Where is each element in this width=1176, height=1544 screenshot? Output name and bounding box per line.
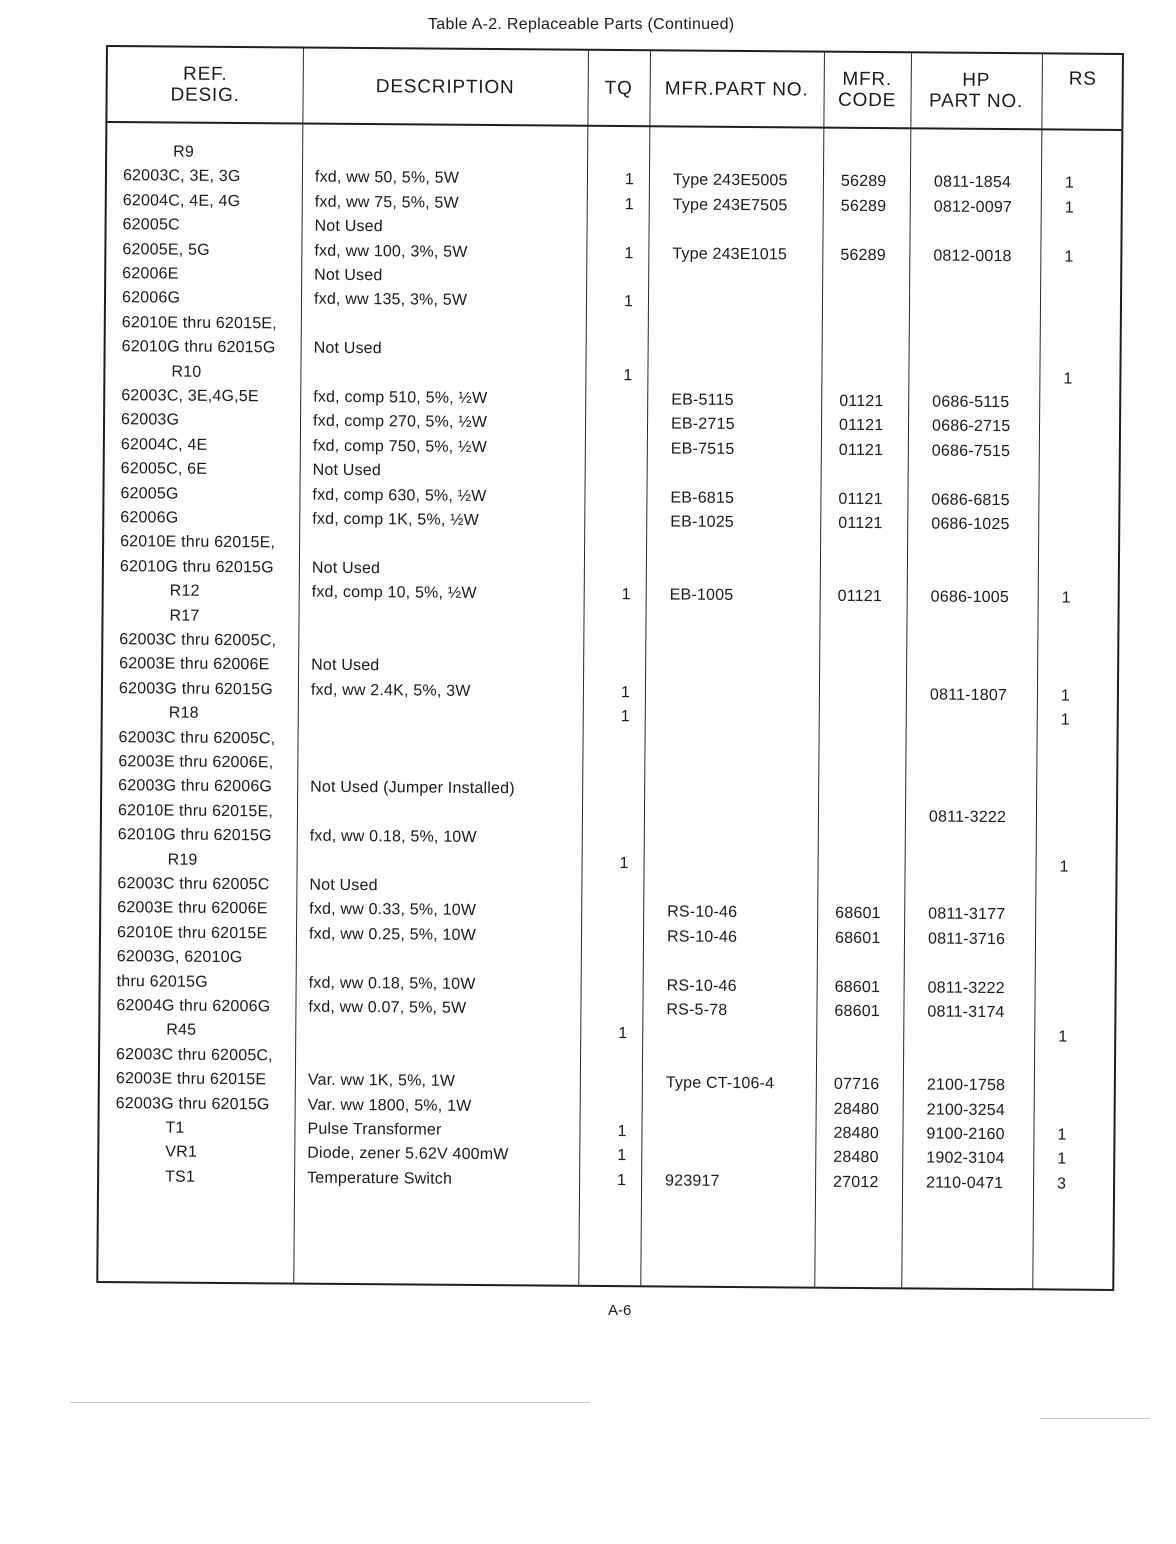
ref-desig-cell: 62003C thru 62005C,	[118, 728, 276, 747]
mfr-part-cell: RS-5-78	[666, 1001, 728, 1019]
tq-cell: 1	[619, 854, 629, 872]
hp-part-cell: 0812-0018	[933, 247, 1012, 265]
mfr-code-cell: 28480	[833, 1124, 880, 1143]
description-cell: fxd, comp 1K, 5%, ½W	[312, 510, 480, 529]
mfr-code-cell: 01121	[838, 417, 884, 435]
mfr-code-cell: 01121	[838, 441, 884, 459]
header-ref-desig: REF. DESIG.	[170, 63, 240, 107]
tq-cell: 1	[624, 195, 634, 213]
mfr-code-cell: 01121	[837, 587, 883, 606]
ref-desig-cell: 62003C thru 62005C,	[116, 1045, 273, 1065]
description-cell: Temperature Switch	[307, 1169, 453, 1188]
ref-desig-cell: 62003G, 62010G	[116, 948, 243, 967]
ref-desig-cell: 62003E thru 62006E	[117, 899, 268, 918]
mfr-code-cell: 07716	[833, 1075, 880, 1094]
description-cell: fxd, ww 100, 3%, 5W	[314, 242, 468, 261]
ref-desig-cell: 62003C thru 62005C,	[119, 631, 277, 650]
ref-desig-cell: R17	[169, 607, 200, 625]
mfr-part-cell: RS-10-46	[667, 903, 738, 922]
ref-desig-cell: R12	[169, 582, 200, 600]
ref-desig-cell: 62010E thru 62015E,	[121, 313, 277, 333]
column-divider	[901, 53, 912, 1287]
description-cell: fxd, comp 510, 5%, ½W	[313, 388, 488, 408]
tq-cell: 1	[617, 1171, 627, 1189]
mfr-code-cell: 28480	[833, 1100, 880, 1118]
ref-desig-cell: R45	[166, 1021, 197, 1040]
description-cell: Var. ww 1K, 5%, 1W	[307, 1071, 456, 1090]
ref-desig-cell: 62005G	[120, 484, 179, 503]
ref-desig-cell: 62010G thru 62015G	[119, 557, 274, 577]
hp-part-cell: 0686-1025	[931, 515, 1010, 534]
ref-desig-cell: 62004C, 4E	[120, 435, 208, 454]
ref-desig-cell: 62006E	[122, 265, 179, 283]
ref-desig-cell: T1	[165, 1119, 185, 1137]
ref-desig-cell: 62003E thru 62006E	[119, 655, 270, 674]
tq-cell: 1	[623, 293, 634, 311]
tq-cell: 1	[623, 366, 633, 384]
ref-desig-cell: R10	[171, 363, 202, 381]
hp-part-cell: 0811-1807	[929, 686, 1008, 704]
header-hp-part-no: HP PART NO.	[928, 69, 1024, 113]
ref-desig-cell: 62010E thru 62015E,	[117, 801, 274, 821]
mfr-part-cell: Type 243E7505	[672, 196, 788, 215]
mfr-code-cell: 68601	[834, 929, 881, 947]
tq-cell: 1	[624, 171, 635, 189]
ref-desig-cell: 62004G thru 62006G	[116, 997, 271, 1016]
ref-desig-cell: 62003C thru 62005C	[117, 875, 270, 894]
scan-artifact	[70, 1402, 590, 1403]
rs-cell: 1	[1064, 248, 1074, 266]
ref-desig-cell: R18	[168, 704, 199, 722]
column-divider	[640, 51, 651, 1285]
ref-desig-cell: 62005C	[122, 216, 180, 234]
description-cell: Var. ww 1800, 5%, 1W	[307, 1096, 472, 1115]
mfr-part-cell: EB-1025	[670, 513, 735, 531]
description-cell: Not Used (Jumper Installed)	[310, 779, 515, 798]
description-cell: fxd, ww 2.4K, 5%, 3W	[310, 681, 471, 700]
mfr-code-cell: 56289	[840, 197, 887, 215]
description-cell: fxd, comp 630, 5%, ½W	[312, 486, 487, 505]
hp-part-cell: 0811-3222	[927, 979, 1005, 997]
mfr-part-cell: EB-2715	[670, 415, 735, 434]
page-number: A-6	[608, 1302, 632, 1319]
hp-part-cell: 0686-5115	[932, 393, 1010, 412]
rs-cell: 3	[1057, 1175, 1067, 1193]
hp-part-cell: 0811-3716	[927, 930, 1006, 948]
ref-desig-cell: R19	[167, 851, 198, 869]
ref-desig-cell: 62005E, 5G	[122, 240, 210, 259]
mfr-part-cell: RS-10-46	[666, 928, 738, 946]
rs-cell: 1	[1059, 858, 1069, 876]
hp-part-cell: 1902-3104	[926, 1149, 1005, 1168]
column-divider	[293, 49, 304, 1283]
description-cell: Not Used	[309, 876, 378, 895]
description-cell: fxd, ww 0.33, 5%, 10W	[309, 901, 477, 920]
description-cell: fxd, comp 750, 5%, ½W	[312, 437, 487, 456]
ref-desig-cell: 62006G	[120, 509, 179, 527]
ref-desig-cell: 62003C, 3E, 3G	[122, 167, 241, 186]
ref-desig-cell: 62004C, 4E, 4G	[122, 191, 241, 210]
rs-cell: 1	[1061, 589, 1071, 607]
description-cell: fxd, ww 0.18, 5%, 10W	[309, 827, 477, 847]
description-cell: Pulse Transformer	[307, 1120, 442, 1139]
hp-part-cell: 2100-3254	[926, 1101, 1006, 1119]
mfr-part-cell: Type 243E5005	[672, 171, 788, 190]
mfr-part-cell: EB-7515	[670, 440, 735, 458]
mfr-part-cell: RS-10-46	[666, 977, 737, 995]
mfr-part-cell: EB-6815	[670, 489, 735, 507]
mfr-code-cell: 68601	[835, 905, 881, 923]
rs-cell: 1	[1057, 1126, 1067, 1144]
tq-cell: 1	[624, 244, 634, 262]
header-mfr-part-no: MFR.PART NO.	[664, 77, 809, 101]
ref-desig-cell: 62003G	[120, 411, 180, 429]
description-cell: Not Used	[314, 266, 383, 285]
hp-part-cell: 0811-3174	[927, 1003, 1005, 1022]
rs-cell: 1	[1060, 687, 1071, 705]
rs-cell: 1	[1063, 370, 1073, 388]
mfr-part-cell: EB-1005	[669, 586, 734, 605]
ref-desig-cell: 62003C, 3E,4G,5E	[121, 387, 259, 406]
ref-desig-cell: 62003G thru 62015G	[115, 1094, 270, 1113]
ref-desig-cell: VR1	[165, 1143, 198, 1162]
ref-desig-cell: 62006G	[121, 289, 181, 307]
rs-cell: 1	[1064, 174, 1075, 192]
mfr-part-cell: EB-5115	[671, 391, 734, 409]
description-cell: fxd, ww 135, 3%, 5W	[313, 291, 468, 310]
hp-part-cell: 9100-2160	[926, 1125, 1005, 1144]
mfr-code-cell: 68601	[834, 978, 881, 996]
hp-part-cell: 0811-3222	[928, 808, 1007, 826]
table-title: Table A-2. Replaceable Parts (Continued)	[428, 16, 735, 33]
mfr-code-cell: 01121	[839, 392, 884, 411]
hp-part-cell: 2110-0471	[926, 1174, 1004, 1192]
mfr-code-cell: 01121	[838, 514, 883, 533]
description-cell: fxd, ww 0.18, 5%, 10W	[308, 974, 476, 993]
hp-part-cell: 0686-1005	[930, 588, 1010, 607]
description-cell: Not Used	[312, 461, 382, 480]
column-divider	[1032, 54, 1043, 1288]
tq-cell: 1	[621, 586, 631, 604]
description-cell: fxd, comp 270, 5%, ½W	[312, 413, 488, 432]
hp-part-cell: 0812-0097	[933, 198, 1013, 216]
ref-desig-cell: 62003G thru 62006G	[118, 777, 273, 796]
description-cell: Diode, zener 5.62V 400mW	[307, 1145, 509, 1164]
scan-artifact	[1040, 1418, 1150, 1419]
tq-cell: 1	[620, 708, 630, 726]
description-cell: Not Used	[311, 559, 381, 577]
ref-desig-cell: 62003E thru 62006E,	[118, 753, 274, 772]
ref-desig-cell: 62003E thru 62015E	[115, 1070, 267, 1089]
mfr-code-cell: 27012	[833, 1173, 879, 1191]
header-tq: TQ	[604, 77, 633, 99]
mfr-code-cell: 56289	[840, 173, 887, 191]
ref-desig-cell: R9	[173, 143, 195, 161]
description-cell: fxd, ww 50, 5%, 5W	[314, 169, 460, 188]
ref-desig-cell: 62010E thru 62015E,	[120, 533, 276, 552]
mfr-code-cell: 01121	[838, 490, 883, 508]
tq-cell: 1	[617, 1147, 627, 1165]
ref-desig-cell: 62010E thru 62015E	[116, 923, 268, 943]
header-rs: RS	[1068, 68, 1097, 90]
ref-desig-cell: 62005C, 6E	[120, 460, 208, 478]
description-cell: fxd, comp 10, 5%, ½W	[311, 583, 477, 603]
description-cell: fxd, ww 0.07, 5%, 5W	[308, 998, 467, 1017]
description-cell: fxd, ww 75, 5%, 5W	[314, 193, 459, 212]
hp-part-cell: 0686-2715	[931, 417, 1011, 436]
header-description: DESCRIPTION	[375, 75, 515, 98]
mfr-part-cell: Type CT-106-4	[665, 1074, 775, 1093]
ref-desig-cell: 62010G thru 62015G	[121, 338, 276, 357]
tq-cell: 1	[620, 683, 631, 701]
ref-desig-cell: 62003G thru 62015G	[118, 679, 273, 699]
description-cell: fxd, ww 0.25, 5%, 10W	[308, 925, 477, 944]
hp-part-cell: 2100-1758	[926, 1076, 1006, 1095]
hp-part-cell: 0811-1854	[933, 173, 1012, 192]
mfr-code-cell: 68601	[834, 1002, 880, 1021]
tq-cell: 1	[617, 1123, 627, 1141]
description-cell: Not Used	[311, 657, 380, 675]
rs-cell: 1	[1060, 711, 1070, 729]
rs-cell: 1	[1058, 1028, 1068, 1046]
description-cell: Not Used	[314, 217, 383, 236]
mfr-code-cell: 56289	[840, 246, 886, 264]
hp-part-cell: 0811-3177	[928, 905, 1006, 924]
parts-table	[96, 45, 1124, 1291]
rs-cell: 1	[1064, 199, 1074, 217]
hp-part-cell: 0686-6815	[931, 491, 1010, 509]
description-cell: Not Used	[313, 339, 382, 358]
mfr-part-cell: 923917	[665, 1172, 720, 1190]
ref-desig-cell: thru 62015G	[116, 972, 208, 991]
tq-cell: 1	[618, 1025, 628, 1043]
hp-part-cell: 0686-7515	[931, 442, 1011, 460]
mfr-code-cell: 28480	[833, 1149, 879, 1167]
mfr-part-cell: Type 243E1015	[672, 245, 788, 263]
rs-cell: 1	[1057, 1150, 1067, 1168]
column-divider	[578, 51, 589, 1285]
header-mfr-code: MFR. CODE	[837, 68, 897, 112]
ref-desig-cell: 62010G thru 62015G	[117, 826, 272, 845]
column-divider	[814, 53, 825, 1287]
ref-desig-cell: TS1	[165, 1168, 196, 1186]
